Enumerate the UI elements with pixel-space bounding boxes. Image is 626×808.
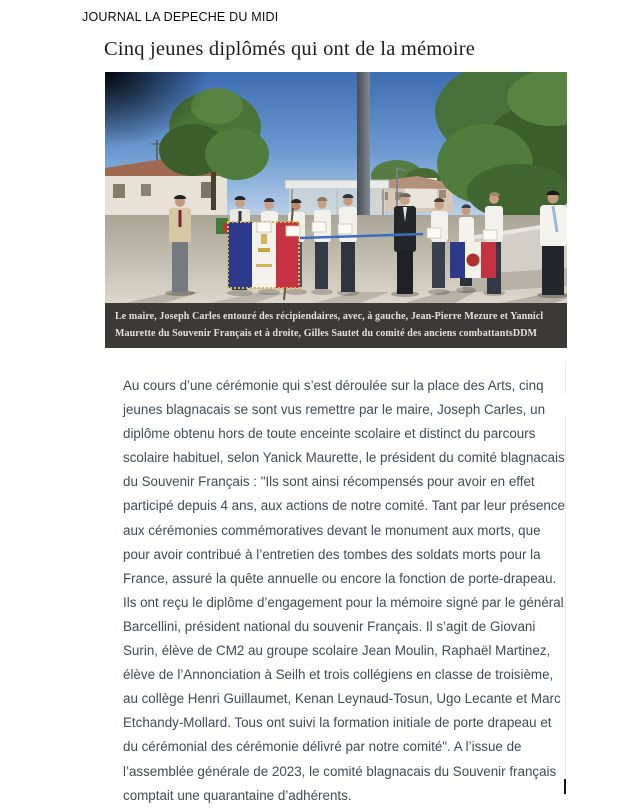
photo-caption: Le maire, Joseph Carles entouré des récipiendaires, avec, à gauche, Jean-Pierre Mezure et Yannicl Maurette du Souvenir Français et à droite, Gilles Sautet du comité des anciens combattantsDDM — [105, 303, 567, 348]
article-body-text: Au cours d’une cérémonie qui s’est déroulée sur la place des Arts, cinq jeunes blagnacais se sont vus remettre par le maire, Joseph Carles, un diplôme obtenu hors de toute enceinte scolaire et distinct du parcours scolaire habituel, selon Yanick Maurette, le président du comité blagnacais du Souvenir Français : "Ils sont ainsi récompensés pour avoir en effet participé depuis 4 ans, aux actions de notre comité. Tant par leur présence aux cérémonies commémoratives devant le monument aux morts, que pour avoir contribué à l’entretien des tombes des soldats morts pour la France, assuré la quête annuelle ou encore la fonction de porte-drapeau. Ils ont reçu le diplôme d’engagement pour la mémoire signé par le général Barcellini, président national du souvenir Français. Il s’agit de Giovani Surin, élève de CM2 au groupe scolaire Jean Moulin, Raphaël Martinez, élève de l’Annonciation à Seilh et trois collégiens en classe de troisième, au collège Henri Guillaumet, Kenan Leynaud-Tosun, Ugo Lecante et Marc Etchandy-Mollard. Tous ont suivi la formation initiale de porte drapeau et du cérémonial des cérémonie délivré par notre comité". A l’issue de l’assemblée générale de 2023, le comité blagnacais du Souvenir français comptait une quarantaine d’adhérents. — [123, 378, 565, 803]
article-title: Cinq jeunes diplômés qui ont de la mémoire — [104, 38, 476, 60]
column-guide — [565, 416, 566, 778]
text-cursor — [564, 779, 566, 794]
column-guide-top — [565, 362, 566, 393]
masthead-label: JOURNAL LA DEPECHE DU MIDI — [82, 10, 279, 24]
photo-illustration — [105, 72, 567, 303]
article-photo — [105, 72, 567, 348]
